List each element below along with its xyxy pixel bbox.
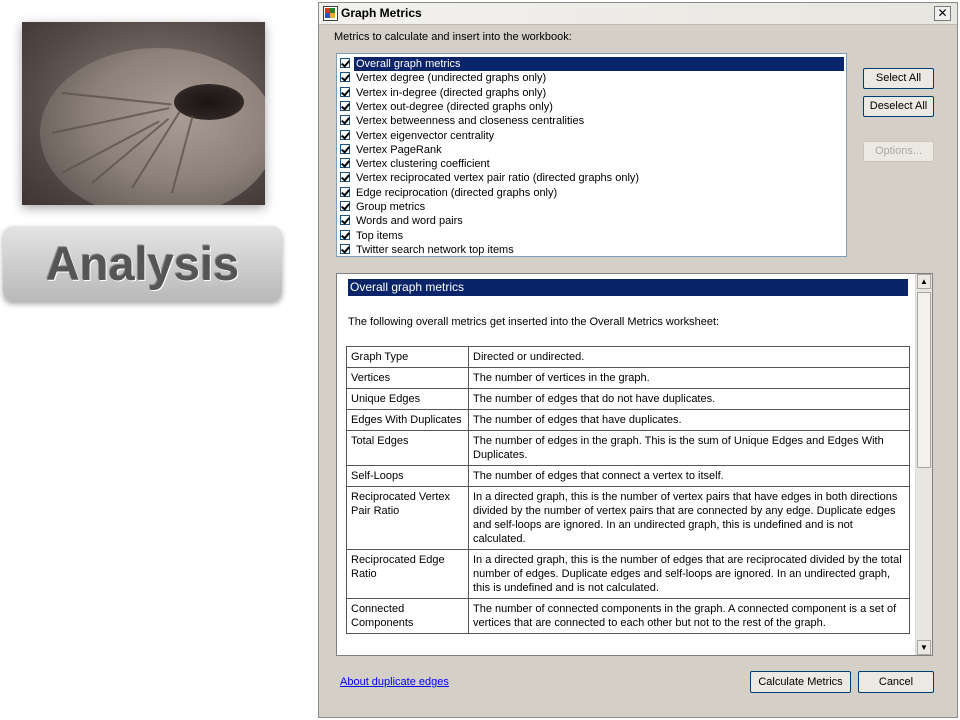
options-button[interactable]: Options... [863, 141, 934, 162]
checklist-item[interactable] [337, 100, 846, 114]
metric-description-cell: The number of edges that have duplicates. [469, 410, 910, 431]
table-row [347, 347, 910, 368]
scroll-down-icon: ▼ [920, 643, 928, 652]
metric-name-cell: Unique Edges [347, 389, 469, 410]
metric-name-cell: Connected Components [347, 599, 469, 634]
analysis-section-button[interactable] [3, 226, 282, 301]
scroll-thumb[interactable] [917, 292, 931, 468]
checklist-item-label: Edge reciprocation (directed graphs only) [356, 186, 558, 199]
checklist-item[interactable] [337, 186, 846, 200]
description-intro: The following overall metrics get inserted into the Overall Metrics worksheet: [348, 316, 720, 328]
description-heading: Overall graph metrics [348, 279, 908, 296]
scroll-up-icon: ▲ [920, 277, 928, 286]
checkbox[interactable] [340, 172, 350, 182]
checklist-item-label: Vertex degree (undirected graphs only) [356, 72, 547, 85]
checklist-item[interactable] [337, 200, 846, 214]
checkbox[interactable] [340, 72, 350, 82]
checklist-item[interactable] [337, 71, 846, 85]
analysis-label: Analysis [45, 237, 240, 290]
table-row [347, 389, 910, 410]
select-all-button[interactable]: Select All [863, 68, 934, 89]
table-row [347, 550, 910, 599]
checklist-item-label: Twitter search network top items [356, 243, 514, 256]
metric-description-cell: The number of edges that connect a vertex to itself. [469, 466, 910, 487]
description-panel [336, 273, 933, 656]
title-bar [319, 3, 957, 25]
scroll-up-button[interactable] [917, 274, 931, 289]
table-row [347, 599, 910, 634]
vertical-scrollbar[interactable] [915, 274, 932, 655]
checklist-item[interactable] [337, 143, 846, 157]
checklist-item[interactable] [337, 171, 846, 185]
checklist-item-label: Vertex in-degree (directed graphs only) [356, 86, 547, 99]
checklist-item[interactable] [337, 243, 846, 257]
checkbox[interactable] [340, 58, 350, 68]
scroll-down-button[interactable] [917, 640, 931, 655]
checklist-item-label: Top items [356, 229, 404, 242]
close-icon: ✕ [937, 6, 948, 20]
table-row [347, 410, 910, 431]
checkbox[interactable] [340, 144, 350, 154]
checklist-item-label: Vertex betweenness and closeness centralities [356, 115, 585, 128]
calculate-metrics-button[interactable]: Calculate Metrics [750, 671, 851, 693]
dialog-title: Graph Metrics [341, 6, 422, 20]
metric-name-cell: Reciprocated Edge Ratio [347, 550, 469, 599]
checkbox[interactable] [340, 158, 350, 168]
metrics-label: Metrics to calculate and insert into the workbook: [334, 31, 572, 43]
millstone-hole [174, 84, 244, 120]
checklist-item[interactable] [337, 229, 846, 243]
metric-description-cell: Directed or undirected. [469, 347, 910, 368]
table-row [347, 431, 910, 466]
metric-name-cell: Total Edges [347, 431, 469, 466]
metric-description-cell: In a directed graph, this is the number of vertex pairs that have edges in both directions divided by the number of vertex pairs that are connected by any edge. Duplicate edges and self-loops are ignored. In an undirected graph, this is undefined and is not calculated. [469, 487, 910, 550]
checklist-item-label: Words and word pairs [356, 215, 463, 228]
about-duplicate-edges-link[interactable]: About duplicate edges [340, 676, 449, 688]
checklist-item[interactable] [337, 214, 846, 228]
checkbox[interactable] [340, 130, 350, 140]
checklist-item-label: Group metrics [356, 201, 426, 213]
deselect-all-button[interactable]: Deselect All [863, 96, 934, 117]
checklist-item-label: Vertex reciprocated vertex pair ratio (directed graphs only) [356, 172, 640, 185]
table-row [347, 466, 910, 487]
checkbox[interactable] [340, 244, 350, 254]
metrics-checklist[interactable] [336, 53, 847, 257]
checklist-item-label: Vertex out-degree (directed graphs only) [356, 100, 553, 113]
metric-description-cell: The number of vertices in the graph. [469, 368, 910, 389]
metrics-table [346, 346, 910, 634]
checklist-item[interactable] [337, 157, 846, 171]
metric-description-cell: The number of connected components in the graph. A connected component is a set of vertices that are connected to each other but not to the rest of the graph. [469, 599, 910, 634]
checkbox[interactable] [340, 115, 350, 125]
cancel-button[interactable]: Cancel [858, 671, 934, 693]
checklist-item-label: Vertex clustering coefficient [356, 158, 490, 171]
checklist-item-label: Vertex PageRank [356, 143, 442, 156]
metric-name-cell: Vertices [347, 368, 469, 389]
app-icon [323, 6, 338, 21]
metric-description-cell: The number of edges in the graph. This is the sum of Unique Edges and Edges With Duplicates. [469, 431, 910, 466]
checkbox[interactable] [340, 215, 350, 225]
checklist-item[interactable] [337, 57, 846, 71]
graph-metrics-dialog [318, 2, 958, 718]
table-row [347, 368, 910, 389]
metric-name-cell: Edges With Duplicates [347, 410, 469, 431]
checkbox[interactable] [340, 230, 350, 240]
checkbox[interactable] [340, 87, 350, 97]
checklist-item-label: Overall graph metrics [354, 57, 844, 71]
millstone-photo [22, 22, 265, 205]
metric-name-cell: Graph Type [347, 347, 469, 368]
checkbox[interactable] [340, 187, 350, 197]
checkbox[interactable] [340, 101, 350, 111]
checkbox[interactable] [340, 201, 350, 211]
checklist-item[interactable] [337, 86, 846, 100]
metric-description-cell: The number of edges that do not have duplicates. [469, 389, 910, 410]
metric-description-cell: In a directed graph, this is the number of edges that are reciprocated divided by the total number of edges. Duplicate edges and self-loops are ignored. In an undirected graph, this is undefined and is not calculated. [469, 550, 910, 599]
close-button[interactable] [934, 6, 951, 21]
checklist-item[interactable] [337, 114, 846, 128]
metric-name-cell: Self-Loops [347, 466, 469, 487]
metric-name-cell: Reciprocated Vertex Pair Ratio [347, 487, 469, 550]
checklist-item[interactable] [337, 129, 846, 143]
table-row [347, 487, 910, 550]
checklist-item-label: Vertex eigenvector centrality [356, 129, 495, 142]
